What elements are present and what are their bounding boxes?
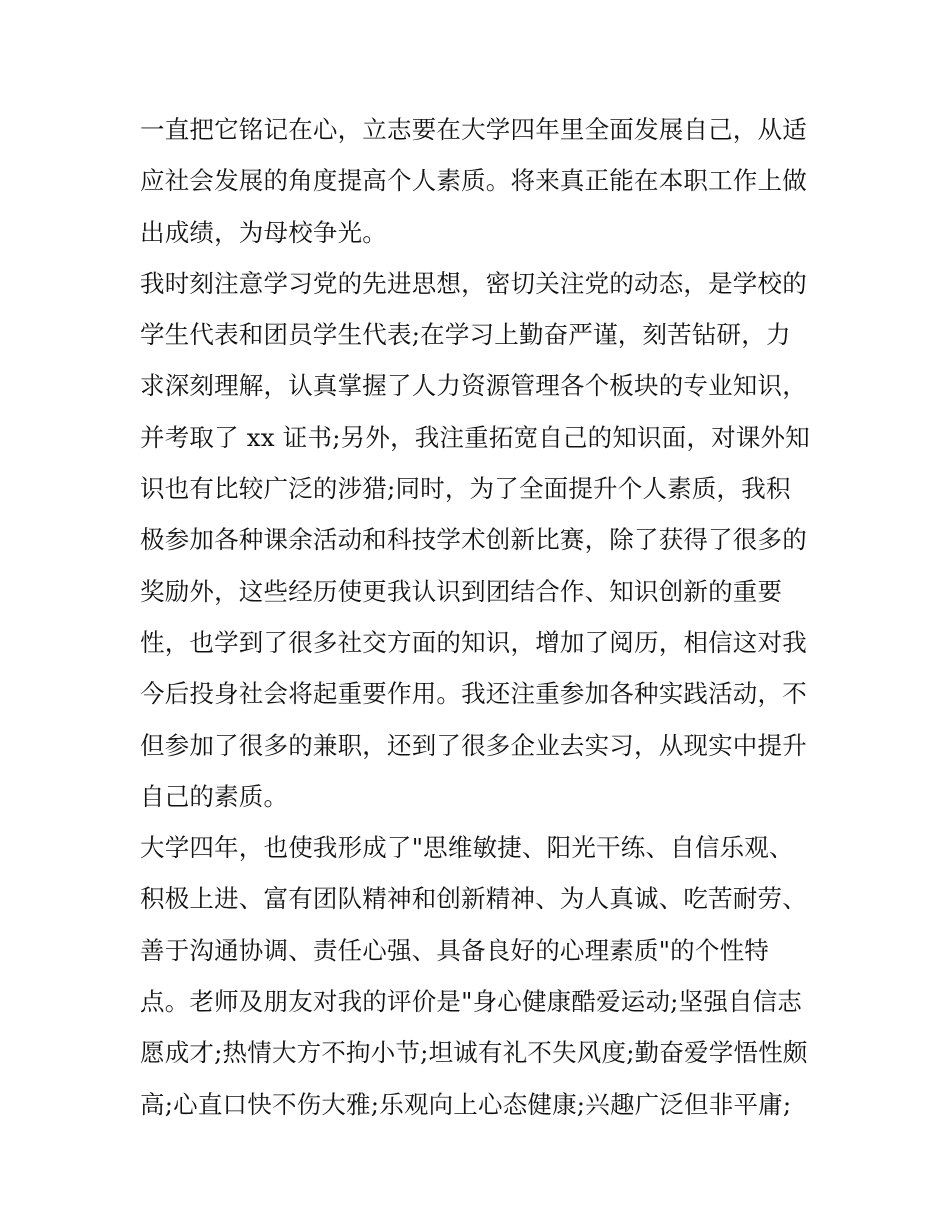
text-line: 学生代表和团员学生代表;在学习上勤奋严谨，刻苦钻研，力 — [140, 320, 791, 350]
text-line: 但参加了很多的兼职，还到了很多企业去实习，从现实中提升 — [140, 730, 807, 760]
text-line: 极参加各种课余活动和科技学术创新比赛，除了获得了很多的 — [140, 525, 807, 555]
text-line: 愿成才;热情大方不拘小节;坦诚有礼不失风度;勤奋爱学悟性颇 — [140, 1038, 808, 1068]
text-line: 高;心直口快不伤大雅;乐观向上心态健康;兴趣广泛但非平庸; — [140, 1089, 792, 1119]
text-line: 一直把它铭记在心，立志要在大学四年里全面发展自己，从适 — [140, 115, 807, 144]
text-line: 求深刻理解，认真掌握了人力资源管理各个板块的专业知识， — [140, 371, 807, 401]
text-line: 奖励外，这些经历使更我认识到团结合作、知识创新的重要 — [140, 576, 783, 606]
text-line: 大学四年，也使我形成了"思维敏捷、阳光干练、自信乐观、 — [140, 833, 794, 863]
text-line: 我时刻注意学习党的先进思想，密切关注党的动态，是学校的 — [140, 268, 807, 298]
text-line: 识也有比较广泛的涉猎;同时，为了全面提升个人素质，我积 — [140, 474, 791, 504]
body-text — [140, 104, 820, 1130]
text-line: 积极上进、富有团队精神和创新精神、为人真诚、吃苦耐劳、 — [140, 884, 807, 914]
text-line: 自己的素质。 — [140, 781, 289, 811]
text-line: 应社会发展的角度提高个人素质。将来真正能在本职工作上做 — [140, 166, 807, 196]
text-line: 并考取了 xx 证书;另外，我注重拓宽自己的知识面，对课外知 — [140, 422, 810, 452]
text-line: 今后投身社会将起重要作用。我还注重参加各种实践活动，不 — [140, 679, 807, 709]
text-line: 性，也学到了很多社交方面的知识，增加了阅历，相信这对我 — [140, 627, 807, 657]
text-line: 点。老师及朋友对我的评价是"身心健康酷爱运动;坚强自信志 — [140, 987, 803, 1017]
text-line: 善于沟通协调、责任心强、具备良好的心理素质"的个性特 — [140, 935, 769, 965]
text-line: 出成绩，为母校争光。 — [140, 217, 387, 247]
